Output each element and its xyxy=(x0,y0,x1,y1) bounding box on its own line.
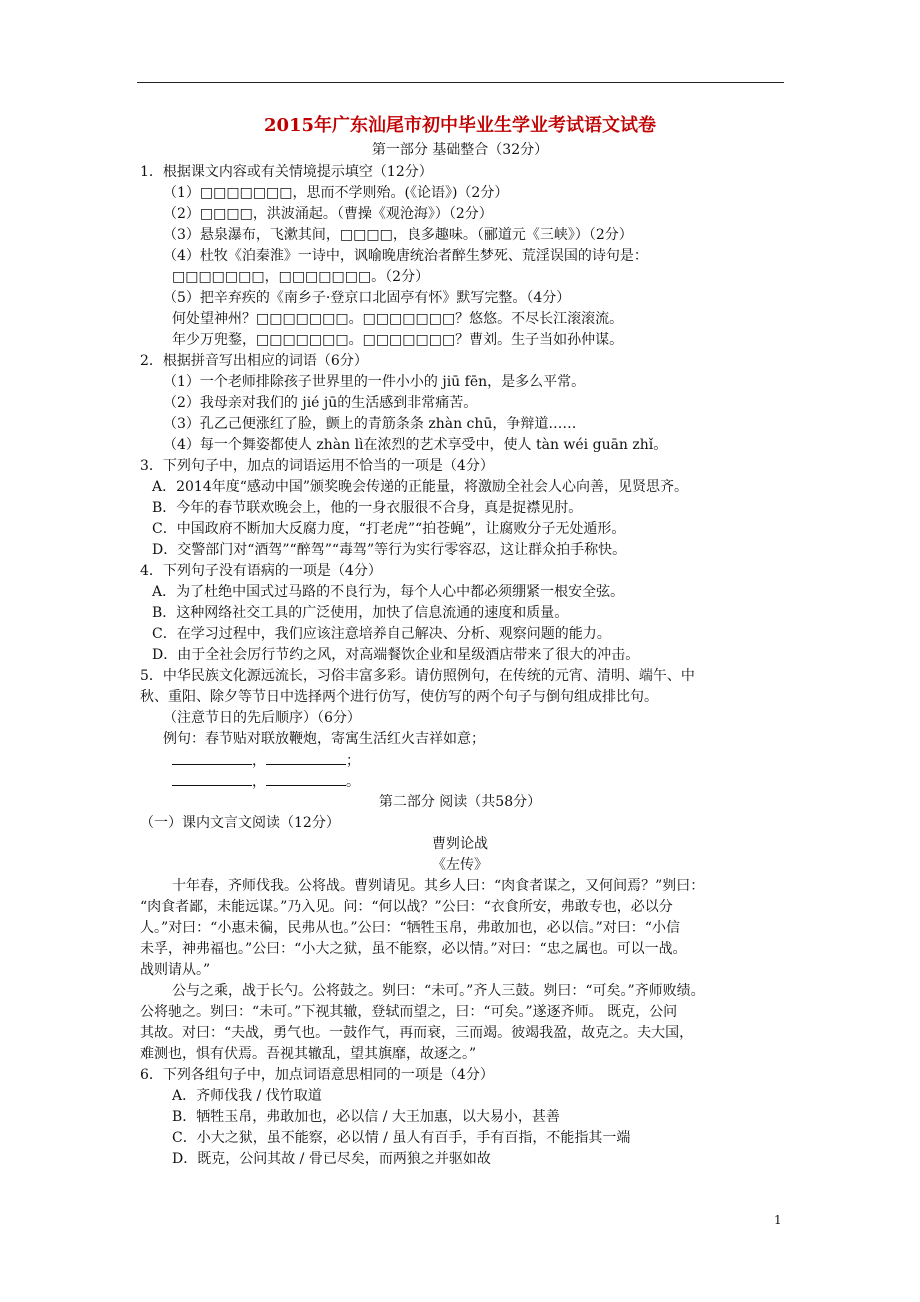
q5-stem-line-2: 秋、重阳、除夕等节日中选择两个进行仿写，使仿写的两个句子与倒句组成排比句。 xyxy=(140,689,658,705)
q1-item-5-line-b: 年少万兜鍪，□□□□□□□。□□□□□□□？曹刘。生子当如孙仲谋。 xyxy=(172,332,624,348)
q5-answer-line-2 xyxy=(172,771,360,792)
q3-option-b: B．今年的春节联欢晚会上，他的一身衣服很不合身，真是捉襟见肘。 xyxy=(152,500,583,516)
answer-blank[interactable] xyxy=(266,750,346,765)
passage-source: 《左传》 xyxy=(432,857,488,873)
q3-option-d: D．交警部门对“酒驾”“醉驾”“毒驾”等行为实行零容忍，这让群众拍手称快。 xyxy=(152,542,627,558)
q3-stem: 3．下列句子中，加点的词语运用不恰当的一项是（4分） xyxy=(140,458,494,474)
punct: ， xyxy=(252,774,266,790)
q1-stem: 1．根据课文内容或有关情境提示填空（12分） xyxy=(140,164,433,180)
part2-heading: 第二部分 阅读（共58分） xyxy=(378,794,542,810)
q2-item-1: （1）一个老师排除孩子世界里的一件小小的 jiū fēn，是多么平常。 xyxy=(163,374,586,390)
q1-item-2: （2）□□□□，洪波涌起。（曹操《观沧海》）（2分） xyxy=(163,206,493,222)
q6-option-c: C．小大之狱，虽不能察，必以情 / 虽人有百手，手有百指，不能指其一端 xyxy=(172,1130,631,1146)
q1-item-5-line-a: 何处望神州？□□□□□□□。□□□□□□□？悠悠。不尽长江滚滚流。 xyxy=(172,311,624,327)
q5-answer-line-1 xyxy=(172,750,360,771)
passage-line: “肉食者鄙，未能远谋。”乃入见。问：“何以战？”公曰：“衣食所安，弗敢专也，必以分 xyxy=(140,899,673,915)
passage-line: 公将驰之。刿曰：“未可。”下视其辙，登轼而望之，曰：“可矣。”遂逐齐师。 既克，公问 xyxy=(140,1004,678,1020)
passage-line: 难测也，惧有伏焉。吾视其辙乱，望其旗靡，故逐之。” xyxy=(140,1046,477,1062)
q1-item-5: （5）把辛弃疾的《南乡子·登京口北固亭有怀》默写完整。（4分） xyxy=(163,290,571,306)
q2-item-2: （2）我母亲对我们的 jié jū的生活感到非常痛苦。 xyxy=(163,395,478,411)
q6-stem: 6．下列各组句子中，加点词语意思相同的一项是（4分） xyxy=(140,1067,494,1083)
q2-stem: 2．根据拼音写出相应的词语（6分） xyxy=(140,353,368,369)
q1-item-4-answer: □□□□□□□，□□□□□□□。（2分） xyxy=(172,269,430,285)
answer-blank[interactable] xyxy=(172,750,252,765)
q4-option-c: C．在学习过程中，我们应该注意培养自己解决、分析、观察问题的能力。 xyxy=(152,626,611,642)
exam-title: 2015年广东汕尾市初中毕业生学业考试语文试卷 xyxy=(263,115,657,136)
answer-blank[interactable] xyxy=(266,771,346,786)
header-rule xyxy=(137,82,784,83)
q6-option-b: B．牺牲玉帛，弗敢加也，必以信 / 大王加惠，以大易小，甚善 xyxy=(172,1109,560,1125)
passage-line: 十年春，齐师伐我。公将战。曹刿请见。其乡人曰：“肉食者谋之，又何间焉？”刿曰： xyxy=(172,878,705,894)
passage-title: 曹刿论战 xyxy=(432,836,488,852)
passage-line: 战则请从。” xyxy=(140,962,211,978)
passage-line: 其故。对曰：“夫战，勇气也。一鼓作气，再而衰，三而竭。彼竭我盈，故克之。夫大国， xyxy=(140,1025,694,1041)
passage-line: 未孚，神弗福也。”公曰：“小大之狱，虽不能察，必以情。”对曰：“忠之属也。可以一战。 xyxy=(140,941,687,957)
q1-item-4: （4）杜牧《泊秦淮》一诗中，讽喻晚唐统治者醉生梦死、荒淫误国的诗句是： xyxy=(163,248,648,264)
q6-option-d: D．既克，公问其故 / 骨已尽矣，而两狼之并驱如故 xyxy=(172,1151,491,1167)
section1-heading: （一）课内文言文阅读（12分） xyxy=(140,815,340,831)
passage-line: 公与之乘，战于长勺。公将鼓之。刿曰：“未可。”齐人三鼓。刿曰：“可矣。”齐师败绩。 xyxy=(172,983,705,999)
q6-option-a: A．齐师伐我 / 伐竹取道 xyxy=(172,1088,322,1104)
answer-blank[interactable] xyxy=(172,771,252,786)
q4-option-d: D．由于全社会厉行节约之风，对高端餐饮企业和星级酒店带来了很大的冲击。 xyxy=(152,647,640,663)
q3-option-a: A．2014年度“感动中国”颁奖晚会传递的正能量，将激励全社会人心向善，见贤思齐。 xyxy=(152,479,689,495)
punct: 。 xyxy=(346,774,360,790)
q1-item-1: （1）□□□□□□□，思而不学则殆。(《论语》)（2分） xyxy=(163,185,509,201)
part1-heading: 第一部分 基础整合（32分） xyxy=(371,142,549,158)
q5-example: 例句：春节贴对联放鞭炮，寄寓生活红火吉祥如意； xyxy=(163,731,485,747)
q5-note: （注意节日的先后顺序）（6分） xyxy=(163,710,361,726)
q4-stem: 4．下列句子没有语病的一项是（4分） xyxy=(140,563,382,579)
q3-option-c: C．中国政府不断加大反腐力度，“打老虎”“拍苍蝇”，让腐败分子无处遁形。 xyxy=(152,521,626,537)
q5-stem-line-1: 5．中华民族文化源远流长，习俗丰富多彩。请仿照例句，在传统的元宵、清明、端午、中 xyxy=(140,668,695,684)
q2-item-3: （3）孔乙己便涨红了脸，颤上的青筋条条 zhàn chū，争辩道…… xyxy=(163,416,577,432)
passage-line: 人。”对曰：“小惠未徧，民弗从也。”公曰：“牺牲玉帛，弗敢加也，必以信。”对曰：“小信 xyxy=(140,920,680,936)
q4-option-a: A．为了杜绝中国式过马路的不良行为，每个人心中都必须绷紧一根安全弦。 xyxy=(152,584,625,600)
punct: ， xyxy=(252,753,266,769)
q1-item-3: （3）悬泉瀑布，飞漱其间，□□□□，良多趣味。（郦道元《三峡》）（2分） xyxy=(163,227,633,243)
q2-item-4: （4）每一个舞姿都使人 zhàn lì在浓烈的艺术享受中，使人 tàn wéi guān zhǐ。 xyxy=(163,437,668,453)
page-number: 1 xyxy=(774,1213,782,1227)
punct: ； xyxy=(346,753,360,769)
q4-option-b: B．这种网络社交工具的广泛使用，加快了信息流通的速度和质量。 xyxy=(152,605,569,621)
